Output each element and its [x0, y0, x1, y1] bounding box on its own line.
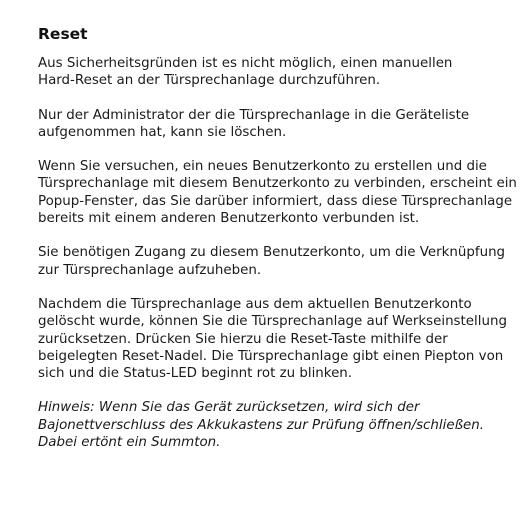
text-line: Türsprechanlage mit diesem Benutzerkonto zu verbinden, erscheint ein: [38, 176, 517, 192]
section-heading: Reset: [38, 25, 88, 43]
text-line: Aus Sicherheitsgründen ist es nicht möglich, einen manuellen: [38, 56, 453, 71]
text-line: Wenn Sie versuchen, ein neues Benutzerkonto zu erstellen und die: [38, 159, 487, 175]
paragraph-administrator: [38, 107, 514, 142]
text-line: Nachdem die Türsprechanlage aus dem aktuellen Benutzerkonto: [38, 296, 472, 312]
text-line: zur Türsprechanlage aufzuheben.: [38, 262, 262, 278]
text-line: gelöscht wurde, können Sie die Türsprechanlage auf Werkseinstellung: [38, 314, 507, 330]
text-line: Bajonettverschluss des Akkukastens zur Prüfung öffnen/schließen.: [38, 417, 485, 433]
text-line: bereits mit einem anderen Benutzerkonto verbunden ist.: [38, 211, 420, 227]
text-line: Sie benötigen Zugang zu diesem Benutzerkonto, um die Verknüpfung: [38, 245, 506, 261]
text-line: zurücksetzen. Drücken Sie hierzu die Reset-Taste mithilfe der: [38, 331, 448, 347]
text-line: aufgenommen hat, kann sie löschen.: [38, 124, 287, 140]
text-line: Popup-Fenster, das Sie darüber informiert, dass diese Türsprechanlage: [38, 193, 513, 209]
paragraph-hard-reset: [38, 55, 514, 90]
document-body: [38, 24, 517, 468]
paragraph-new-account: [38, 158, 517, 227]
paragraph-access: [38, 244, 514, 279]
text-line: Nur der Administrator der die Türsprechanlage in die Geräteliste: [38, 107, 470, 123]
note-paragraph: [38, 399, 514, 451]
text-line: beigelegten Reset-Nadel. Die Türsprechanlage gibt einen Piepton von: [38, 348, 504, 364]
text-line: Hinweis: Wenn Sie das Gerät zurücksetzen, wird sich der: [38, 400, 420, 416]
text-line: Dabei ertönt ein Summton.: [38, 435, 221, 451]
text-line: sich und die Status-LED beginnt rot zu blinken.: [38, 366, 353, 382]
paragraph-factory-reset: [38, 296, 514, 382]
text-line: Hard-Reset an der Türsprechanlage durchzuführen.: [38, 73, 381, 89]
